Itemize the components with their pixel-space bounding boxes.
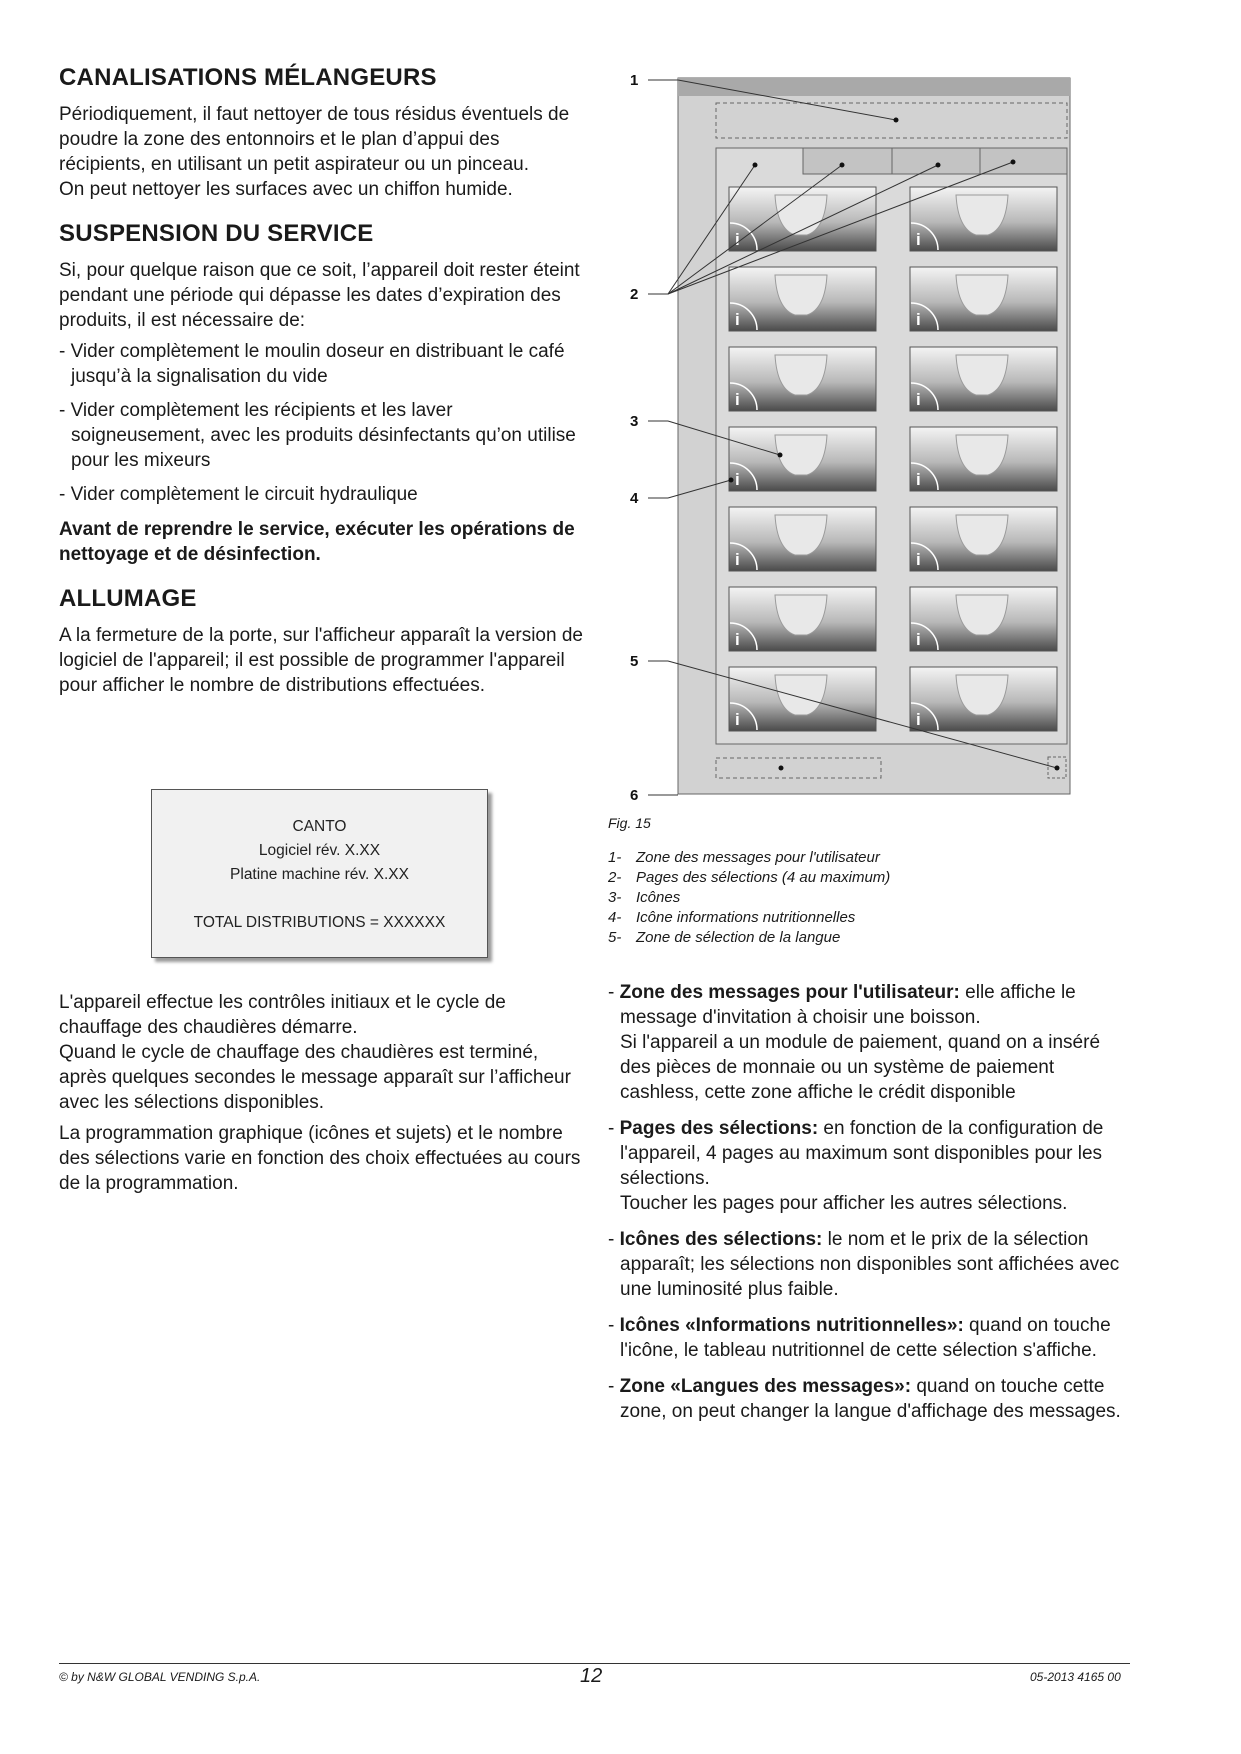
desc-item-1: - Zone des messages pour l'utilisateur: elle affiche le message d'invitation à choisir une boisson. Si l'appareil a un module de paiement, quand on a inséré des pièces de monnaie ou un système de paiement cashless, cette zone affiche le crédit disponible bbox=[608, 982, 1101, 1103]
page-number: 12 bbox=[580, 1665, 603, 1687]
suspension-intro: Si, pour quelque raison que ce soit, l’appareil doit rester éteint pendant une période qui dépasse les dates d’expiration des produits, il est nécessaire de: bbox=[59, 260, 580, 331]
legend-item-3: 3- Icônes bbox=[608, 889, 681, 906]
info-icon[interactable]: i bbox=[916, 710, 921, 729]
tab-3 bbox=[892, 148, 980, 174]
info-icon[interactable]: i bbox=[735, 470, 740, 489]
info-icon[interactable]: i bbox=[735, 310, 740, 329]
after-display-para-2: Quand le cycle de chauffage des chaudières est terminé, après quelques secondes le message apparaît sur l’afficheur avec les sélections disponibles. bbox=[59, 1042, 571, 1113]
info-icon[interactable]: i bbox=[735, 630, 740, 649]
callout-3: 3 bbox=[630, 413, 639, 430]
callout-4: 4 bbox=[630, 490, 639, 507]
callout-6: 6 bbox=[630, 787, 639, 804]
footer-code: 05-2013 4165 00 bbox=[1030, 1670, 1121, 1684]
selection-icon[interactable] bbox=[729, 187, 876, 251]
after-display-text bbox=[59, 990, 589, 1196]
legend-item-1: 1- Zone des messages pour l'utilisateur bbox=[608, 849, 880, 866]
canalisations-para-2: On peut nettoyer les surfaces avec un chiffon humide. bbox=[59, 179, 513, 200]
suspension-warning: Avant de reprendre le service, exécuter les opérations de nettoyage et de désinfection. bbox=[59, 519, 575, 565]
tab-2 bbox=[803, 148, 892, 174]
info-icon[interactable]: i bbox=[916, 390, 921, 409]
info-icon[interactable]: i bbox=[735, 710, 740, 729]
selection-icon[interactable] bbox=[910, 347, 1057, 411]
selection-icon[interactable] bbox=[910, 427, 1057, 491]
info-icon[interactable]: i bbox=[916, 470, 921, 489]
page-tabs bbox=[803, 148, 1067, 174]
desc-item-3: - Icônes des sélections: le nom et le prix de la sélection apparaît; les sélections non disponibles sont affichées avec une luminosité plus faible. bbox=[608, 1229, 1120, 1300]
info-icon[interactable]: i bbox=[735, 550, 740, 569]
selection-icon[interactable] bbox=[729, 587, 876, 651]
display-line-2: Logiciel rév. X.XX bbox=[258, 842, 381, 859]
selection-icon[interactable] bbox=[729, 427, 876, 491]
section-title-canalisations: CANALISATIONS MÉLANGEURS bbox=[59, 64, 437, 91]
callout-5: 5 bbox=[630, 653, 639, 670]
display-line-3: Platine machine rév. X.XX bbox=[230, 866, 409, 883]
callout-2: 2 bbox=[630, 286, 639, 303]
info-icon[interactable]: i bbox=[916, 230, 921, 249]
selection-icon[interactable] bbox=[910, 667, 1057, 731]
selection-icon[interactable] bbox=[729, 267, 876, 331]
suspension-item-3: - Vider complètement le circuit hydraulique bbox=[59, 484, 418, 505]
legend-item-4: 4- Icône informations nutritionnelles bbox=[608, 909, 856, 926]
descriptions bbox=[608, 980, 1128, 1435]
footer-copyright: © by N&W GLOBAL VENDING S.p.A. bbox=[59, 1670, 261, 1684]
canalisations-para-1: Périodiquement, il faut nettoyer de tous résidus éventuels de poudre la zone des entonnoirs et le plan d’appui des récipients, en utilisant un petit aspirateur ou un pinceau. bbox=[59, 104, 570, 175]
selection-icon[interactable] bbox=[910, 267, 1057, 331]
allumage-para: A la fermeture de la porte, sur l'afficheur apparaît la version de logiciel de l'appareil; il est possible de programmer l'appareil pour afficher le nombre de distributions effectuées. bbox=[59, 625, 583, 696]
selection-icon[interactable] bbox=[729, 507, 876, 571]
after-display-para-1: L'appareil effectue les contrôles initiaux et le cycle de chauffage des chaudières démarre. bbox=[59, 992, 506, 1038]
selection-icon[interactable] bbox=[729, 347, 876, 411]
after-display-para-3: La programmation graphique (icônes et sujets) et le nombre des sélections varie en fonction des choix effectuées au cours de la programmation. bbox=[59, 1123, 581, 1194]
section-title-allumage: ALLUMAGE bbox=[59, 585, 197, 612]
footer-divider bbox=[59, 1663, 1130, 1664]
desc-item-2: - Pages des sélections: en fonction de la configuration de l'appareil, 4 pages au maximum sont disponibles pour les sélections. Toucher les pages pour afficher les autres sélections. bbox=[608, 1118, 1104, 1214]
figure-legend bbox=[608, 848, 890, 948]
legend-item-2: 2- Pages des sélections (4 au maximum) bbox=[608, 869, 891, 886]
display-line-1: CANTO bbox=[292, 818, 347, 835]
desc-item-4: - Icônes «Informations nutritionnelles»: quand on touche l'icône, le tableau nutritionnel de cette sélection s'affiche. bbox=[608, 1315, 1111, 1361]
display-line-4: TOTAL DISTRIBUTIONS = XXXXXX bbox=[193, 914, 446, 931]
display-screen bbox=[151, 789, 488, 958]
figure-15 bbox=[0, 0, 1241, 810]
info-icon[interactable]: i bbox=[735, 390, 740, 409]
selection-icon[interactable] bbox=[729, 667, 876, 731]
figure-caption: Fig. 15 bbox=[608, 815, 651, 831]
info-icon[interactable]: i bbox=[916, 630, 921, 649]
info-icon[interactable]: i bbox=[735, 230, 740, 249]
suspension-item-1: - Vider complètement le moulin doseur en distribuant le café jusqu’à la signalisation du vide bbox=[59, 341, 565, 387]
selection-icon[interactable] bbox=[910, 587, 1057, 651]
callout-1: 1 bbox=[630, 72, 639, 89]
section-title-suspension: SUSPENSION DU SERVICE bbox=[59, 220, 374, 247]
callout-numbers bbox=[630, 72, 639, 804]
screen-top-bar bbox=[678, 78, 1070, 96]
legend-item-5: 5- Zone de sélection de la langue bbox=[608, 929, 841, 946]
selection-icon[interactable] bbox=[910, 507, 1057, 571]
info-icon[interactable]: i bbox=[916, 310, 921, 329]
suspension-item-2: - Vider complètement les récipients et les laver soigneusement, avec les produits désinfectants qu’on utilise pour les mixeurs bbox=[59, 400, 576, 471]
selection-icon[interactable] bbox=[910, 187, 1057, 251]
desc-item-5: - Zone «Langues des messages»: quand on touche cette zone, on peut changer la langue d'affichage des messages. bbox=[608, 1376, 1121, 1422]
info-icon[interactable]: i bbox=[916, 550, 921, 569]
